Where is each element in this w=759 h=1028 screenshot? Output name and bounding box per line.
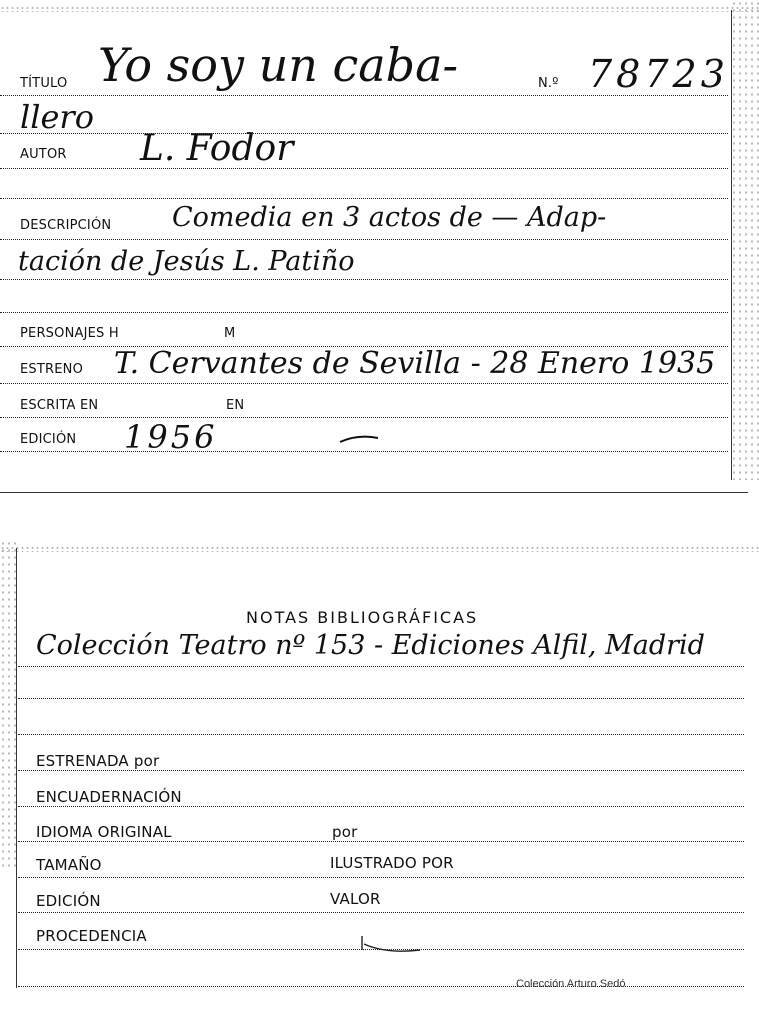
rule-line bbox=[0, 417, 728, 418]
valor-label: VALOR bbox=[330, 890, 381, 908]
descripcion-handwritten-line2: tación de Jesús L. Patiño bbox=[18, 246, 355, 277]
descripcion-handwritten-line1: Comedia en 3 actos de — Adap- bbox=[172, 202, 607, 233]
edicion-back-label: EDICIÓN bbox=[36, 892, 101, 910]
personajes-h-label: PERSONAJES H bbox=[20, 326, 119, 341]
rule-line bbox=[18, 912, 744, 913]
rule-line bbox=[18, 698, 744, 699]
estreno-label: ESTRENO bbox=[20, 362, 84, 377]
titulo-handwritten-line2: llero bbox=[20, 98, 94, 136]
rule-line bbox=[0, 198, 728, 199]
paper-edge-texture bbox=[0, 6, 759, 12]
rule-line bbox=[18, 666, 744, 667]
estrenada-por-label: ESTRENADA por bbox=[36, 752, 160, 770]
rule-line bbox=[18, 770, 744, 771]
personajes-m-label: M bbox=[224, 326, 236, 341]
pen-stroke-mark bbox=[338, 432, 382, 448]
escrita-en-label: ESCRITA EN bbox=[20, 398, 99, 413]
ilustrado-por-label: ILUSTRADO POR bbox=[330, 854, 454, 872]
paper-edge-texture bbox=[731, 0, 759, 480]
estreno-handwritten: T. Cervantes de Sevilla - 28 Enero 1935 bbox=[114, 346, 716, 381]
idioma-original-label: IDIOMA ORIGINAL bbox=[36, 823, 172, 841]
notas-handwritten-line1: Colección Teatro nº 153 - Ediciones Alfil, Madrid bbox=[36, 630, 705, 661]
catalog-card-back bbox=[0, 540, 759, 1028]
autor-handwritten: L. Fodor bbox=[140, 128, 294, 169]
rule-line bbox=[18, 841, 744, 842]
card-left-edge bbox=[16, 548, 17, 988]
descripcion-label: DESCRIPCIÓN bbox=[20, 218, 112, 233]
tamano-label: TAMAÑO bbox=[36, 856, 102, 874]
titulo-handwritten-line1: Yo soy un caba- bbox=[98, 38, 459, 92]
rule-line bbox=[0, 168, 728, 169]
titulo-label: TÍTULO bbox=[20, 76, 68, 91]
pen-stroke-mark bbox=[356, 934, 426, 956]
numero-label: N.º bbox=[538, 76, 559, 91]
rule-line bbox=[18, 806, 744, 807]
rule-line bbox=[0, 383, 728, 384]
notas-heading: NOTAS BIBLIOGRÁFICAS bbox=[246, 608, 479, 627]
autor-label: AUTOR bbox=[20, 147, 67, 162]
rule-line bbox=[0, 279, 728, 280]
rule-line bbox=[18, 986, 744, 987]
card-right-edge bbox=[731, 10, 732, 480]
rule-line bbox=[18, 734, 744, 735]
paper-edge-texture bbox=[0, 546, 759, 552]
rule-line bbox=[0, 133, 728, 134]
encuadernacion-label: ENCUADERNACIÓN bbox=[36, 788, 182, 806]
procedencia-label: PROCEDENCIA bbox=[36, 927, 147, 945]
edicion-handwritten: 1956 bbox=[124, 418, 218, 456]
catalog-card-front bbox=[0, 0, 759, 495]
numero-handwritten: 78723 bbox=[588, 52, 729, 96]
rule-line bbox=[0, 239, 728, 240]
edicion-label: EDICIÓN bbox=[20, 432, 77, 447]
rule-line bbox=[0, 312, 728, 313]
rule-line bbox=[0, 451, 728, 452]
escrita-en-2-label: EN bbox=[226, 398, 245, 413]
collection-credit-stamp: Colección Arturo Sedó bbox=[516, 978, 626, 990]
card-bottom-edge bbox=[0, 492, 748, 493]
rule-line bbox=[18, 877, 744, 878]
por-label: por bbox=[332, 823, 358, 841]
